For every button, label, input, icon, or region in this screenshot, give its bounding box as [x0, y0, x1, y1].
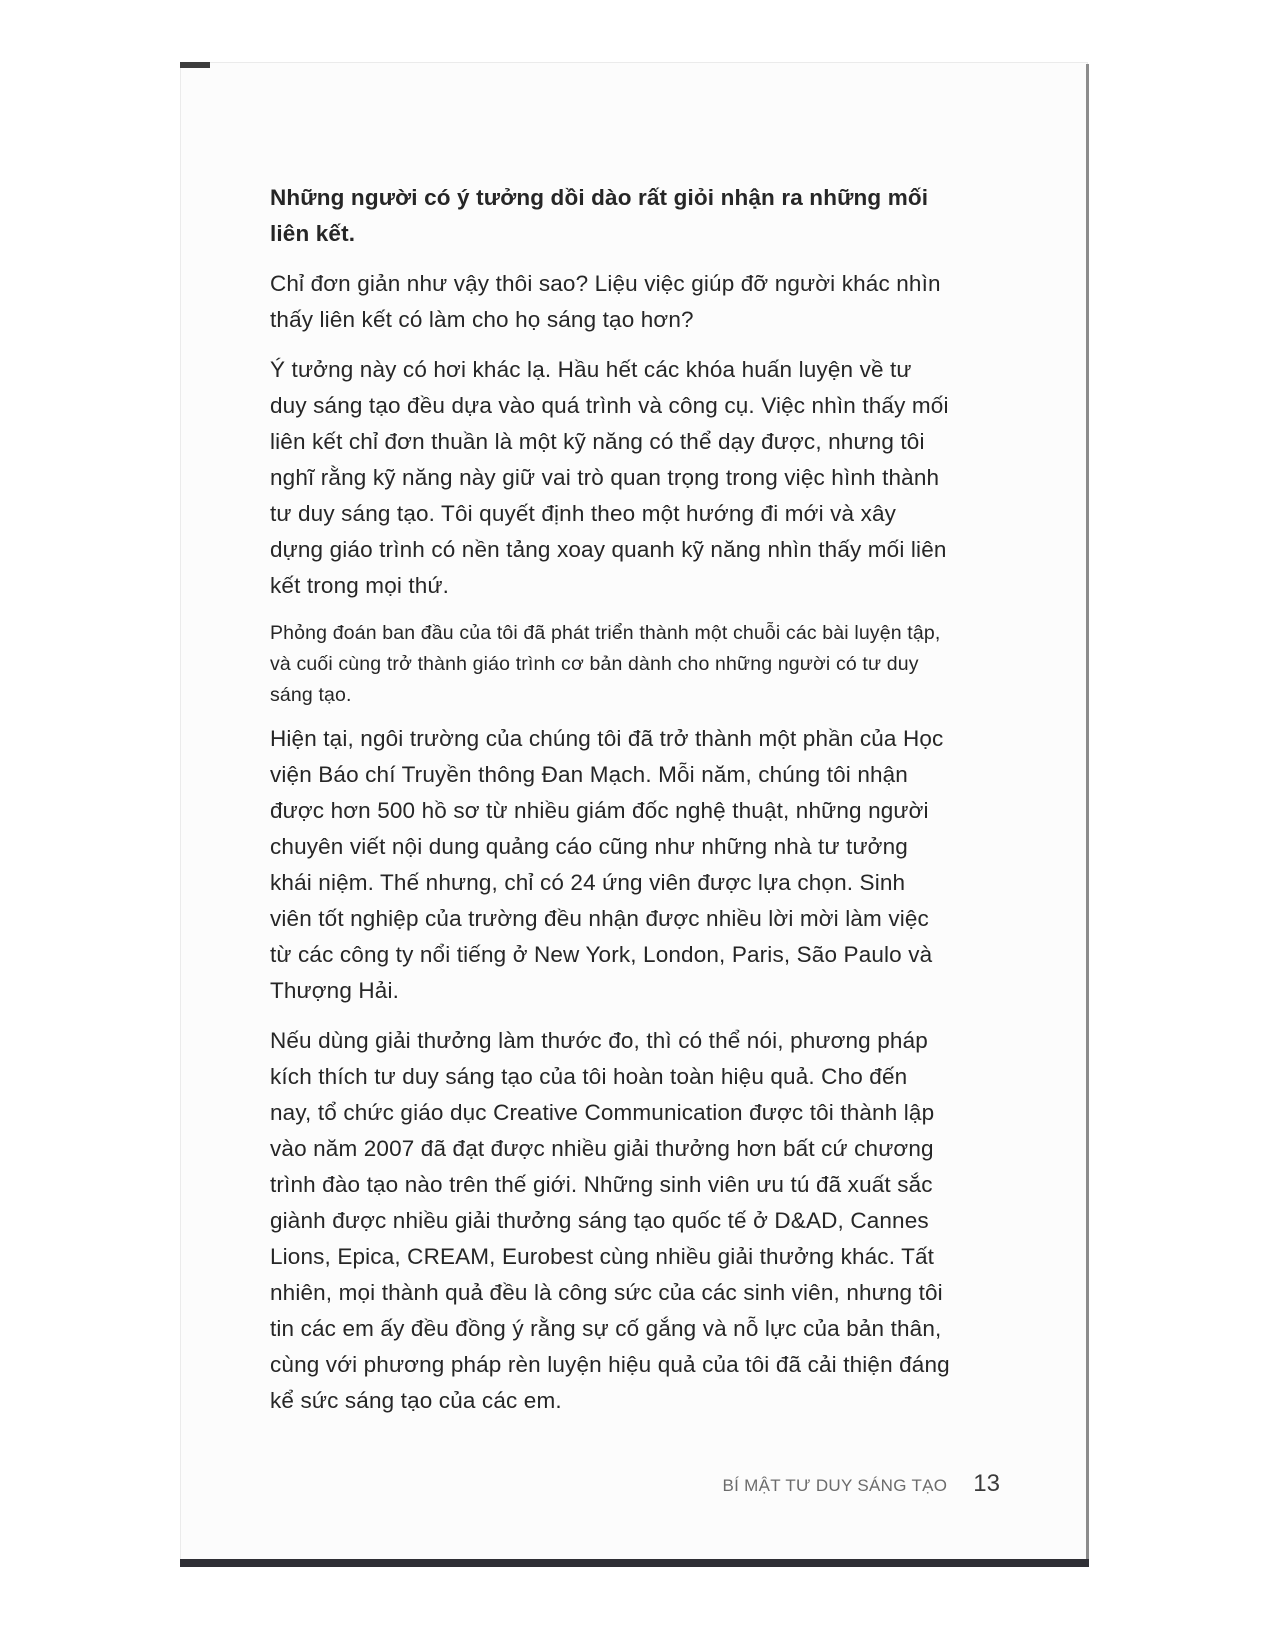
body-text [270, 180, 950, 1419]
paragraph: Nếu dùng giải thưởng làm thước đo, thì có thể nói, phương pháp kích thích tư duy sáng tạo của tôi hoàn toàn hiệu quả. Cho đến nay, tổ chức giáo dục Creative Communication được tôi thành lập vào năm 2007 đã đạt được nhiều giải thưởng hơn bất cứ chương trình đào tạo nào trên thế giới. Những sinh viên ưu tú đã xuất sắc giành được nhiều giải thưởng sáng tạo quốc tế ở D&AD, Cannes Lions, Epica, CREAM, Eurobest cùng nhiều giải thưởng khác. Tất nhiên, mọi thành quả đều là công sức của các sinh viên, nhưng tôi tin các em ấy đều đồng ý rằng sự cố gắng và nỗ lực của bản thân, cùng với phương pháp rèn luyện hiệu quả của tôi đã cải thiện đáng kể sức sáng tạo của các em. [270, 1028, 950, 1413]
page-right-edge [1086, 64, 1089, 1567]
book-cover-bottom-edge [180, 1559, 1089, 1567]
paragraph: Chỉ đơn giản như vậy thôi sao? Liệu việc giúp đỡ người khác nhìn thấy liên kết có làm cho họ sáng tạo hơn? [270, 271, 941, 332]
paragraph: Phỏng đoán ban đầu của tôi đã phát triển thành một chuỗi các bài luyện tập, và cuối cùng trở thành giáo trình cơ bản dành cho những người có tư duy sáng tạo. [270, 622, 941, 706]
book-spine-edge [180, 62, 210, 68]
page-number: 13 [973, 1470, 1000, 1497]
page-footer [700, 1470, 1000, 1498]
paragraph: Hiện tại, ngôi trường của chúng tôi đã trở thành một phần của Học viện Báo chí Truyền thông Đan Mạch. Mỗi năm, chúng tôi nhận được hơn 500 hồ sơ từ nhiều giám đốc nghệ thuật, những người chuyên viết nội dung quảng cáo cũng như những nhà tư tưởng khái niệm. Thế nhưng, chỉ có 24 ứng viên được lựa chọn. Sinh viên tốt nghiệp của trường đều nhận được nhiều lời mời làm việc từ các công ty nổi tiếng ở New York, London, Paris, São Paulo và Thượng Hải. [270, 726, 944, 1003]
lead-paragraph: Những người có ý tưởng dồi dào rất giỏi nhận ra những mối liên kết. [270, 185, 929, 246]
paragraph: Ý tưởng này có hơi khác lạ. Hầu hết các khóa huấn luyện về tư duy sáng tạo đều dựa vào quá trình và công cụ. Việc nhìn thấy mối liên kết chỉ đơn thuần là một kỹ năng có thể dạy được, nhưng tôi nghĩ rằng kỹ năng này giữ vai trò quan trọng trong việc hình thành tư duy sáng tạo. Tôi quyết định theo một hướng đi mới và xây dựng giáo trình có nền tảng xoay quanh kỹ năng nhìn thấy mối liên kết trong mọi thứ. [270, 357, 949, 598]
running-title: BÍ MẬT TƯ DUY SÁNG TẠO [722, 1476, 948, 1495]
